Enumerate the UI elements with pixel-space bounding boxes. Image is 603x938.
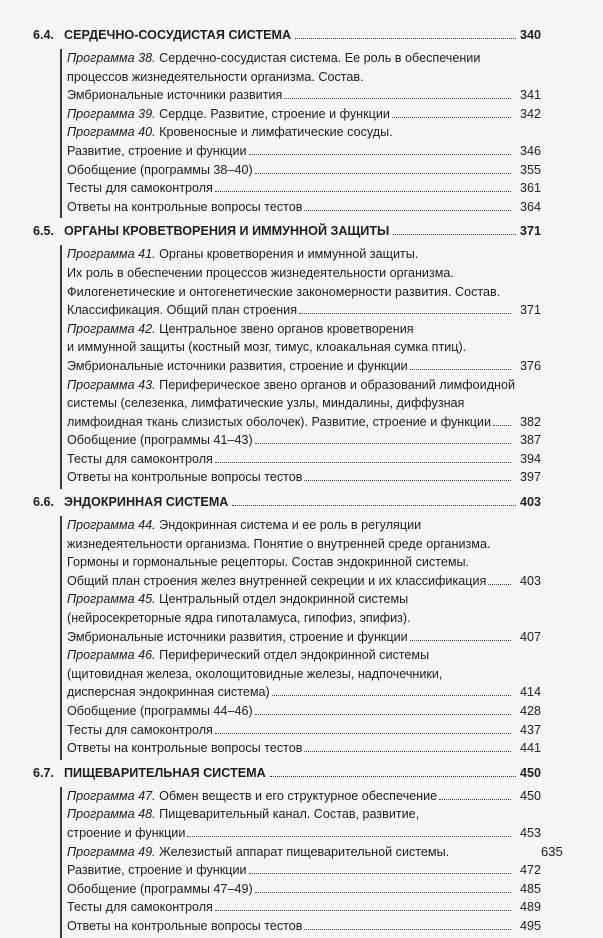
entry-line: [67, 723, 541, 742]
entry-text: [67, 181, 213, 195]
entry-page-number: 428: [519, 704, 541, 718]
dot-leader: [187, 835, 511, 837]
section-entries: [67, 788, 541, 938]
section-title: ПИЩЕВАРИТЕЛЬНАЯ СИСТЕМА: [64, 765, 266, 780]
entry-line-text: Тесты для самоконтроля: [67, 451, 213, 466]
toc-entry[interactable]: [67, 919, 541, 938]
program-label: Программа 49.: [67, 844, 156, 859]
entry-text: [67, 900, 213, 914]
toc-entry[interactable]: [67, 845, 541, 882]
entry-line-text: (щитовидная железа, околощитовидные железы, надпочечники,: [67, 666, 443, 681]
entry-page-number: 394: [519, 451, 541, 466]
dot-leader: [488, 583, 511, 585]
entry-page-number: 364: [519, 199, 541, 214]
dot-leader: [215, 190, 511, 192]
entry-text: [67, 919, 302, 933]
program-label: Программа 47.: [67, 788, 156, 803]
entry-page-number: 414: [519, 685, 541, 700]
entry-line: [67, 592, 541, 611]
section-heading[interactable]: [33, 28, 541, 50]
entry-line-text: Центральный отдел эндокринной системы: [159, 592, 409, 607]
dot-leader: [215, 732, 511, 734]
entry-line: [67, 537, 541, 556]
section-title: ОРГАНЫ КРОВЕТВОРЕНИЯ И ИММУННОЙ ЗАЩИТЫ: [64, 224, 390, 239]
toc-entry[interactable]: [67, 807, 541, 844]
entry-line-text: и иммунной защиты (костный мозг, тимус, клоакальная сумка птиц).: [67, 340, 467, 355]
entry-line: [67, 685, 541, 704]
entry-line: [67, 882, 541, 901]
entry-text: [67, 741, 302, 755]
entry-page-number: 495: [519, 918, 541, 933]
page-number: 635: [541, 844, 563, 859]
entry-line-text: системы (селезенка, лимфатические узлы, миндалины, диффузная: [67, 396, 465, 411]
entry-line-text: Пищеварительный канал. Состав, развитие,: [159, 807, 420, 822]
entry-line: [67, 648, 541, 667]
entry-text: [67, 70, 364, 84]
entry-line: [67, 378, 541, 397]
toc-entry[interactable]: [67, 900, 541, 919]
dot-leader: [299, 312, 511, 314]
entry-text: [67, 630, 408, 644]
entry-line: [67, 741, 541, 760]
entry-line-text: Ответы на контрольные вопросы тестов: [67, 199, 303, 214]
dot-leader: [304, 479, 511, 481]
dot-leader: [232, 504, 516, 506]
entry-text: [67, 592, 408, 606]
entry-line-text: Ответы на контрольные вопросы тестов: [67, 741, 303, 756]
toc-entry[interactable]: [67, 51, 541, 107]
section-title: ЭНДОКРИННАЯ СИСТЕМА: [64, 495, 229, 510]
entry-page-number: 346: [519, 143, 541, 158]
toc-section: [33, 28, 541, 218]
entry-line-text: Периферический отдел эндокринной системы: [159, 648, 430, 663]
entry-text: [67, 144, 247, 158]
dot-leader: [304, 209, 511, 211]
dot-leader: [493, 424, 511, 426]
section-page-number: 371: [519, 224, 541, 239]
entry-line-text: жизнедеятельности организма. Понятие о внутренней среде организма.: [67, 536, 491, 551]
entry-page-number: 403: [519, 573, 541, 588]
entry-line: [67, 247, 541, 266]
toc-entry[interactable]: [67, 125, 541, 162]
entry-line-text: Развитие, строение и функции: [67, 143, 247, 158]
dot-leader: [215, 461, 511, 463]
toc-entry[interactable]: [67, 470, 541, 489]
entry-text: [67, 845, 449, 859]
section-heading[interactable]: [33, 766, 541, 788]
toc-section: [33, 766, 541, 938]
toc-entry[interactable]: [67, 181, 541, 200]
entry-line: [67, 70, 541, 89]
program-label: Программа 42.: [67, 321, 156, 336]
entry-line-text: Тесты для самоконтроля: [67, 722, 213, 737]
entry-line: [67, 555, 541, 574]
entry-line-text: Периферическое звено органов и образований лимфоидной: [159, 377, 516, 392]
entry-line-text: дисперсная эндокринная система): [67, 685, 270, 700]
entry-line-text: Общий план строения желез внутренней секреции и их классификация: [67, 573, 487, 588]
entry-text: [67, 807, 419, 821]
entry-text: [67, 303, 297, 317]
entry-line-text: процессов жизнедеятельности организма. Состав.: [67, 69, 364, 84]
entry-line-text: Кровеносные и лимфатические сосуды.: [159, 125, 393, 140]
entry-text: [67, 359, 408, 373]
dot-leader: [295, 37, 516, 39]
section-number: 6.7.: [33, 765, 55, 780]
entry-text: [67, 882, 253, 896]
program-label: Программа 39.: [67, 106, 156, 121]
entry-line: [67, 303, 541, 322]
toc-entry[interactable]: [67, 107, 541, 126]
program-label: Программа 45.: [67, 592, 156, 607]
entry-line-text: Эмбриональные источники развития: [67, 88, 283, 103]
entry-page-number: 437: [519, 722, 541, 737]
entry-text: [67, 723, 213, 737]
program-label: Программа 44.: [67, 518, 156, 533]
entry-line-text: Эмбриональные источники развития, строение и функции: [67, 358, 408, 373]
dot-leader: [255, 172, 511, 174]
entry-page-number: 382: [519, 414, 541, 429]
entry-text: [67, 396, 464, 410]
entry-line: [67, 181, 541, 200]
entry-line-text: Классификация. Общий план строения: [67, 303, 298, 318]
entry-line-text: Гормоны и гормональные рецепторы. Состав эндокринной системы.: [67, 555, 470, 570]
entry-text: [67, 378, 515, 392]
entry-page-number: 485: [519, 881, 541, 896]
dot-leader: [304, 928, 511, 930]
entry-line-text: Ответы на контрольные вопросы тестов: [67, 918, 303, 933]
program-label: Программа 38.: [67, 51, 156, 65]
section-number: 6.4.: [33, 28, 55, 42]
section-vertical-rule: [60, 516, 62, 760]
toc-entry[interactable]: [67, 882, 541, 901]
section-heading[interactable]: [33, 224, 541, 246]
entry-page-number: 407: [519, 629, 541, 644]
entry-page-number: 371: [519, 303, 541, 318]
entry-line-text: Обобщение (программы 44–46): [67, 704, 253, 718]
dot-leader: [215, 909, 511, 911]
toc-entry[interactable]: [67, 247, 541, 321]
program-label: Программа 40.: [67, 125, 156, 140]
entry-line: [67, 433, 541, 452]
entry-line: [67, 518, 541, 537]
entry-text: [67, 648, 429, 662]
toc-entry[interactable]: [67, 322, 541, 378]
entry-line-text: Эмбриональные источники развития, строение и функции: [67, 629, 408, 644]
entry-text: [67, 518, 421, 532]
program-label: Программа 41.: [67, 247, 156, 262]
dot-leader: [410, 639, 511, 641]
toc-entry[interactable]: [67, 378, 541, 434]
dot-leader: [439, 798, 511, 800]
entry-text: [67, 200, 302, 214]
dot-leader: [249, 153, 511, 155]
entry-line: [67, 396, 541, 415]
table-of-contents: [33, 28, 541, 938]
entry-text: [67, 285, 500, 299]
dot-leader: [249, 872, 511, 874]
entry-line-text: Их роль в обеспечении процессов жизнедеятельности организма.: [67, 265, 454, 280]
entry-line: [67, 88, 541, 107]
entry-line: [67, 667, 541, 686]
program-label: Программа 46.: [67, 648, 156, 663]
program-label: Программа 48.: [67, 807, 156, 822]
entry-line-text: Обмен веществ и его структурное обеспечение: [159, 788, 438, 803]
entry-line: [67, 322, 541, 341]
entry-page-number: 489: [519, 900, 541, 915]
entry-line: [67, 611, 541, 630]
entry-text: [67, 789, 437, 803]
section-vertical-rule: [60, 787, 62, 938]
entry-text: [67, 125, 393, 139]
entry-line: [67, 900, 541, 919]
toc-section: [33, 495, 541, 760]
entry-line: [67, 144, 541, 163]
entry-page-number: 441: [519, 741, 541, 756]
entry-line: [67, 51, 541, 70]
entry-text: [67, 340, 466, 354]
section-entries: [67, 50, 541, 218]
entry-line: [67, 470, 541, 489]
entry-line: [67, 359, 541, 378]
entry-line-text: Ответы на контрольные вопросы тестов: [67, 470, 303, 485]
toc-entry[interactable]: [67, 518, 541, 592]
entry-line: [67, 266, 541, 285]
entry-line-text: Развитие, строение и функции: [67, 863, 247, 878]
entry-page-number: 397: [519, 470, 541, 485]
entry-text: [67, 247, 418, 261]
entry-line-text: Обобщение (программы 38–40): [67, 162, 253, 177]
entry-line: [67, 789, 541, 808]
entry-line: [67, 630, 541, 649]
section-vertical-rule: [60, 245, 62, 489]
entry-text: [67, 470, 302, 484]
entry-line-text: Сердце. Развитие, строение и функции: [159, 106, 390, 121]
dot-leader: [270, 775, 516, 777]
section-heading[interactable]: [33, 495, 541, 517]
entry-line-text: Филогенетические и онтогенетические закономерности развития. Состав.: [67, 284, 501, 299]
section-page-number: 340: [519, 28, 541, 42]
entry-line: [67, 415, 541, 434]
entry-line: [67, 574, 541, 593]
dot-leader: [272, 694, 511, 696]
entry-line-text: Обобщение (программы 47–49): [67, 881, 253, 896]
entry-page-number: 376: [519, 358, 541, 373]
section-entries: [67, 517, 541, 760]
dot-leader: [255, 442, 511, 444]
entry-page-number: 472: [519, 863, 541, 878]
entry-text: [67, 322, 414, 336]
dot-leader: [284, 97, 511, 99]
section-vertical-rule: [60, 49, 62, 218]
entry-line: [67, 826, 541, 845]
toc-section: [33, 224, 541, 489]
entry-page-number: 450: [519, 788, 541, 803]
program-label: Программа 43.: [67, 377, 156, 392]
entry-page-number: 355: [519, 162, 541, 177]
entry-line: [67, 863, 541, 882]
entry-text: [67, 537, 490, 551]
section-entries: [67, 246, 541, 489]
entry-page-number: 387: [519, 433, 541, 448]
entry-text: [67, 555, 469, 569]
entry-line: [67, 704, 541, 723]
section-page-number: 450: [519, 765, 541, 780]
entry-line-text: Эндокринная система и ее роль в регуляции: [159, 518, 422, 533]
dot-leader: [393, 233, 516, 235]
entry-line-text: Центральное звено органов кроветворения: [159, 321, 414, 336]
entry-text: [67, 163, 253, 177]
dot-leader: [392, 116, 511, 118]
toc-entry[interactable]: [67, 648, 541, 704]
toc-entry[interactable]: [67, 704, 541, 723]
toc-entry[interactable]: [67, 723, 541, 742]
entry-line-text: Железистый аппарат пищеварительной системы.: [159, 844, 450, 859]
entry-line-text: (нейросекреторные ядра гипоталамуса, гипофиз, эпифиз).: [67, 611, 411, 626]
entry-line: [67, 125, 541, 144]
toc-entry[interactable]: [67, 452, 541, 471]
entry-line: [67, 452, 541, 471]
toc-entry[interactable]: [67, 741, 541, 760]
entry-line-text: Сердечно-сосудистая система. Ее роль в обеспечении: [159, 51, 481, 65]
dot-leader: [255, 713, 511, 715]
entry-page-number: 453: [519, 825, 541, 840]
toc-entry[interactable]: [67, 163, 541, 182]
dot-leader: [304, 750, 511, 752]
entry-line: [67, 919, 541, 938]
entry-line-text: строение и функции: [67, 825, 186, 840]
entry-line: [67, 807, 541, 826]
entry-text: [67, 704, 253, 718]
entry-text: [67, 452, 213, 466]
dot-leader: [255, 891, 511, 893]
entry-text: [67, 611, 411, 625]
section-page-number: 403: [519, 495, 541, 510]
entry-line-text: Органы кроветворения и иммунной защиты.: [159, 247, 419, 262]
section-number: 6.5.: [33, 224, 55, 239]
entry-text: [67, 51, 480, 65]
entry-page-number: 361: [519, 181, 541, 196]
section-number: 6.6.: [33, 495, 55, 510]
entry-line-text: Тесты для самоконтроля: [67, 181, 213, 196]
entry-text: [67, 266, 454, 280]
entry-line: [67, 845, 541, 864]
entry-text: [67, 107, 390, 121]
entry-page-number: 342: [519, 106, 541, 121]
entry-text: [67, 433, 253, 447]
entry-line-text: лимфоидная ткань слизистых оболочек). Развитие, строение и функции: [67, 414, 491, 429]
entry-text: [67, 685, 270, 699]
entry-line: [67, 163, 541, 182]
entry-line: [67, 200, 541, 219]
dot-leader: [410, 368, 511, 370]
entry-page-number: 341: [519, 88, 541, 103]
toc-entry[interactable]: [67, 789, 541, 808]
toc-entry[interactable]: [67, 433, 541, 452]
entry-text: [67, 415, 491, 429]
entry-line-text: Обобщение (программы 41–43): [67, 433, 253, 448]
section-title: СЕРДЕЧНО-СОСУДИСТАЯ СИСТЕМА: [64, 28, 292, 42]
entry-line: [67, 107, 541, 126]
entry-text: [67, 667, 442, 681]
entry-line: [67, 340, 541, 359]
entry-text: [67, 863, 247, 877]
toc-entry[interactable]: [67, 592, 541, 648]
entry-text: [67, 574, 486, 588]
toc-entry[interactable]: [67, 200, 541, 219]
entry-line-text: Тесты для самоконтроля: [67, 900, 213, 915]
entry-line: [67, 285, 541, 304]
entry-text: [67, 88, 282, 102]
entry-text: [67, 826, 185, 840]
